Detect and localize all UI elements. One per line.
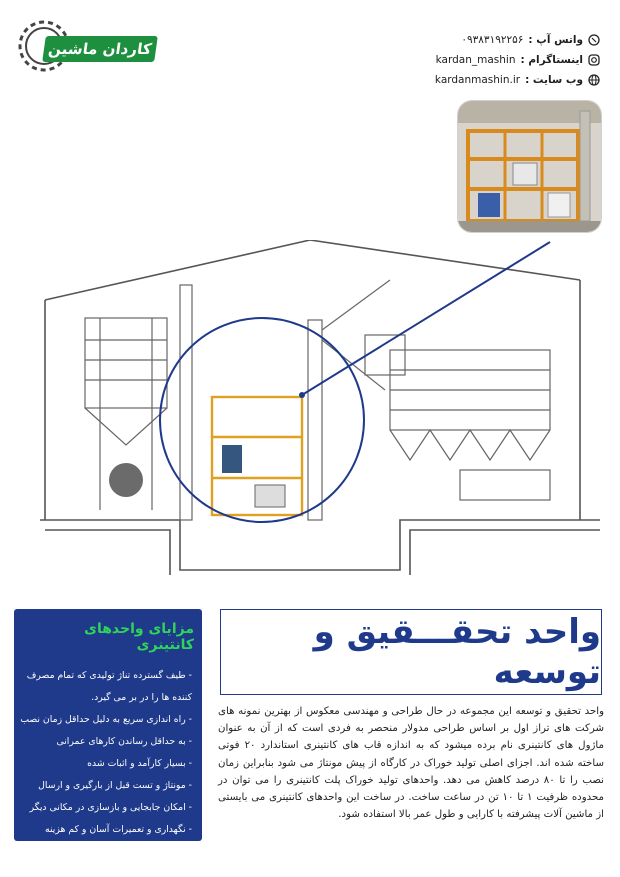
list-item: - امکان جابجایی و بازسازی در مکانی دیگر bbox=[29, 802, 192, 813]
brand-name: کاردان ماشین bbox=[42, 36, 158, 62]
features-list bbox=[14, 661, 202, 841]
plant-photo bbox=[458, 101, 601, 232]
list-item: - مونتاژ و تست قبل از بارگیری و ارسال bbox=[38, 780, 192, 791]
list-item: - طیف گسترده تناژ تولیدی که تمام مصرف bbox=[26, 670, 192, 681]
list-item: - به حداقل رساندن کارهای عمرانی bbox=[56, 736, 192, 747]
features-title: مزایای واحدهای کانتینری bbox=[84, 621, 194, 653]
contact-label: وب سایت : bbox=[525, 74, 583, 86]
features-panel bbox=[14, 609, 202, 841]
body-paragraph: واحد تحقیق و توسعه این مجموعه در حال طراحی و مهندسی معکوس از بهترین نمونه های شرکت های تراز اول بر اساس طراحی مدولار منحصر به فردی است که از آن به عنوان ماژول های کانتینری نام برده میشود که به اندازه قاب های کانتینری استاندارد ۲۰ فوتی ساخته شده اند. اجزای اصلی تولید خوراک در کارگاه از پیش مونتاژ می شود بنابراین زمان نصب را تا ۸۰ درصد کاهش می دهد. واحدهای تولید خوراک پلت کانتینری را می توان در محدوده ظرفیت ۱ تا ۱۰ تن در ساعت ساخت. در ساخت این واحدهای کانتینری می بایستی از ماشین آلات پیشرفته با کارایی و طول عمر بالا استفاده شود. bbox=[218, 706, 605, 821]
contact-value: kardanmashin.ir bbox=[434, 74, 521, 86]
plant-drawing bbox=[40, 240, 605, 575]
contact-whatsapp[interactable] bbox=[340, 30, 600, 50]
globe-icon bbox=[588, 74, 600, 86]
instagram-icon bbox=[588, 54, 600, 66]
page-title: واحد تحقـــقیق و توسعه bbox=[313, 612, 601, 692]
contact-list bbox=[340, 30, 600, 90]
heading-box bbox=[220, 609, 602, 695]
contact-label: اینستاگرام : bbox=[520, 54, 583, 66]
brand-logo bbox=[14, 14, 154, 78]
contact-instagram[interactable] bbox=[340, 50, 600, 70]
list-item: - بسیار کارآمد و اثبات شده bbox=[87, 758, 192, 769]
contact-label: واتس آپ : bbox=[528, 34, 583, 46]
list-item: - راه اندازی سریع به دلیل حداقل زمان نصب bbox=[20, 714, 192, 725]
contact-value: ۰۹۳۸۳۱۹۲۲۵۶ bbox=[461, 34, 524, 46]
contact-website[interactable] bbox=[340, 70, 600, 90]
list-item: - نگهداری و تعمیرات آسان و کم هزینه bbox=[44, 824, 192, 835]
list-item: کننده ها را در بر می گیرد. bbox=[91, 692, 192, 703]
whatsapp-icon bbox=[588, 34, 600, 46]
contact-value: kardan_mashin bbox=[435, 54, 516, 66]
